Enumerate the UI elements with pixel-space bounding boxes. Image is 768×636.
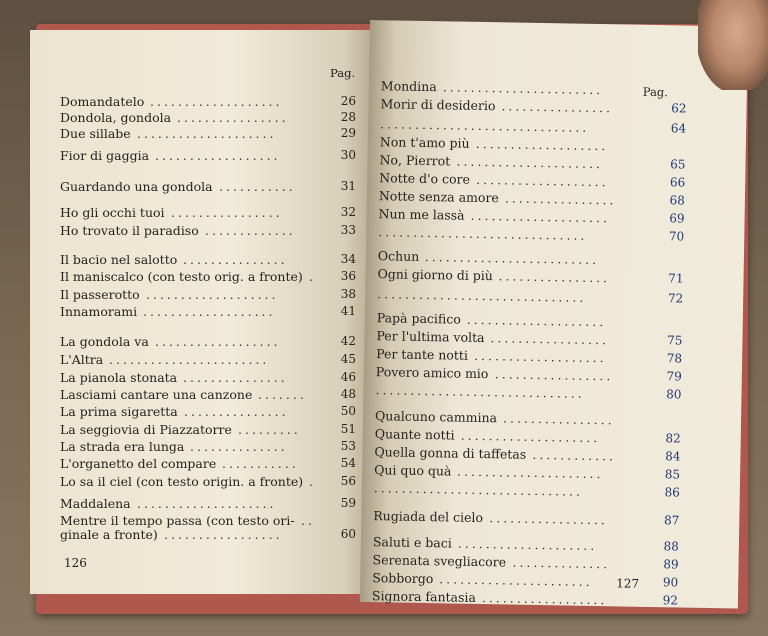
leader-dots: ................ [501, 98, 614, 116]
entry-page-number: 62 [671, 101, 687, 116]
index-entry [60, 527, 356, 543]
entry-page-number: 71 [668, 271, 684, 286]
index-entry [60, 223, 356, 239]
entry-title: Qui quo quà [374, 462, 452, 479]
leader-dots: .................... [137, 126, 277, 141]
entry-page-number: 53 [340, 439, 356, 453]
leader-dots: .................... [457, 535, 598, 554]
index-entry [60, 404, 356, 420]
entry-title: Dondola, gondola [60, 110, 172, 125]
leader-dots: ............... [183, 370, 288, 385]
index-entry [60, 126, 356, 142]
entry-title: Innamorami [60, 304, 138, 319]
entry-title: Quella gonna di taffetas [374, 444, 527, 462]
index-entry [60, 179, 356, 195]
leader-dots: ................ [498, 268, 611, 286]
entry-page-number: 48 [340, 387, 356, 401]
entry-title: La seggiovia di Piazzatorre [60, 422, 232, 437]
entry-title: Maddalena [60, 496, 131, 511]
leader-dots: .............................. [378, 224, 588, 243]
leader-dots: ................... [143, 304, 276, 319]
leader-dots: .................... [466, 311, 607, 330]
entry-title: Lo sa il ciel (con testo origin. a fronte) [60, 474, 304, 489]
entry-page-number [657, 83, 687, 84]
index-entry [60, 439, 356, 455]
entry-title: Qualcuno cammina [374, 408, 498, 426]
pag-label: Pag. [330, 66, 356, 80]
leader-dots: ............. [205, 223, 296, 238]
entry-page-number: 42 [340, 334, 356, 348]
entry-title: Il passerotto [60, 287, 140, 302]
leader-dots: ................... [476, 171, 609, 190]
right-page [360, 20, 748, 609]
leader-dots: .............................. [375, 382, 585, 401]
index-entry [378, 224, 684, 245]
leader-dots: .................... [470, 207, 611, 226]
leader-dots: .................. [155, 148, 281, 163]
entry-page-number: 65 [670, 157, 686, 172]
page-number: 127 [616, 576, 640, 591]
index-entry [60, 456, 356, 472]
index-entry [60, 205, 356, 221]
entry-page-number [654, 253, 684, 254]
entry-page-number: 88 [663, 539, 679, 554]
entry-title: Povero amico mio [375, 364, 489, 382]
entry-page-number: 69 [669, 211, 685, 226]
leader-dots: ............... [183, 252, 288, 267]
entry-page-number: 30 [340, 148, 356, 162]
leader-dots: ..................... [457, 463, 604, 482]
index-entry [60, 304, 356, 320]
entry-page-number: 59 [340, 496, 356, 510]
leader-dots: ................. [494, 366, 614, 384]
entry-title: Notte d'o core [379, 170, 471, 187]
entry-title: La strada era lunga [60, 439, 185, 454]
entry-page-number: 66 [669, 175, 686, 190]
entry-title: La gondola va [60, 334, 149, 349]
leader-dots: ..................... [456, 153, 604, 172]
leader-dots: ................. [164, 527, 283, 542]
entry-page-number: 70 [668, 229, 685, 244]
leader-dots: ................... [474, 347, 607, 366]
leader-dots: .................... [460, 427, 601, 446]
entry-page-number: 90 [662, 575, 679, 590]
index-entry [60, 370, 356, 386]
leader-dots: .................... [137, 496, 277, 511]
leader-dots: ....... [258, 387, 307, 402]
leader-dots: .............. [512, 554, 611, 572]
leader-dots: .............................. [373, 480, 584, 499]
entry-title: ginale a fronte) [60, 527, 158, 542]
entry-page-number: 34 [340, 252, 356, 266]
entry-page-number: 80 [666, 387, 682, 402]
index-entry [60, 110, 356, 126]
entry-title: Per tante notti [376, 346, 469, 363]
leader-dots: . [309, 474, 316, 489]
entry-title: Rugiada del cielo [373, 508, 484, 526]
leader-dots: ................. [489, 510, 609, 528]
entry-title: Ogni giorno di più [377, 266, 494, 284]
entry-title: Guardando una gondola [60, 179, 213, 194]
index-entry [377, 266, 683, 287]
index-entry [60, 287, 356, 303]
index-entry [60, 252, 356, 268]
index-entry [60, 334, 356, 350]
index-entry [380, 96, 686, 117]
leader-dots: ......... [238, 422, 301, 437]
entry-title: Due sillabe [60, 126, 131, 141]
index-entry [60, 148, 356, 164]
entry-page-number: 51 [340, 422, 356, 436]
entry-page-number [656, 139, 686, 140]
entry-page-number: 78 [666, 351, 683, 366]
leader-dots: ........... [222, 456, 299, 471]
leader-dots: .............. [190, 439, 288, 454]
entry-title: Mentre il tempo passa (con testo ori- [60, 513, 295, 528]
leader-dots: ....................... [109, 352, 270, 367]
entry-title: Ochun [377, 248, 420, 264]
index-entry [60, 496, 356, 512]
leader-dots: ............... [184, 404, 289, 419]
entry-title: Ho trovato il paradiso [60, 223, 199, 238]
entry-title: Papà pacifico [376, 310, 461, 327]
entry-page-number: 75 [667, 333, 683, 348]
entry-page-number: 84 [665, 449, 681, 464]
index-entry [60, 387, 356, 403]
entry-page-number: 60 [340, 527, 356, 541]
entry-title: Domandatelo [60, 94, 145, 109]
leader-dots: ................ [502, 410, 615, 428]
entry-page-number: 26 [340, 94, 356, 108]
leader-dots: ................... [475, 135, 609, 154]
leader-dots: .. [301, 513, 315, 528]
page-number: 126 [64, 556, 87, 570]
leader-dots: .................. [155, 334, 281, 349]
entry-title: Signora fantasia [371, 588, 477, 605]
entry-page-number: 41 [340, 304, 356, 318]
entry-title: Fior di gaggia [60, 148, 150, 163]
entry-page-number: 89 [663, 557, 679, 572]
entry-page-number [651, 413, 681, 414]
index-entry [60, 94, 356, 110]
entry-page-number: 32 [340, 205, 356, 219]
entry-page-number: 87 [663, 513, 680, 528]
entry-page-number: 28 [340, 110, 356, 124]
index-entry [60, 422, 356, 438]
entry-page-number: 54 [340, 456, 356, 470]
entry-title: Quante notti [374, 426, 455, 443]
pag-label: Pag. [642, 84, 669, 100]
entry-page-number: 86 [664, 485, 680, 500]
leader-dots: ............ [532, 446, 617, 464]
entry-title: L'organetto del compare [60, 456, 217, 471]
entry-page-number [653, 315, 683, 316]
entry-title: Il bacio nel salotto [60, 252, 178, 267]
index-entry [375, 382, 681, 403]
entry-title: Mondina [380, 78, 437, 95]
entry-title: Il maniscalco (con testo orig. a fronte) [60, 269, 303, 284]
thumb-photo-detail [698, 0, 768, 90]
left-page [30, 30, 372, 594]
index-entry [373, 508, 679, 529]
entry-title: Per l'ultima volta [376, 328, 485, 346]
entry-title: La prima sigaretta [60, 404, 178, 419]
leader-dots: .................. [481, 590, 608, 608]
entry-page-number: 46 [340, 370, 356, 384]
entry-page-number: 56 [340, 474, 356, 488]
entry-title: Notte senza amore [378, 188, 500, 206]
entry-page-number: 31 [340, 179, 356, 193]
leader-dots: ...................... [439, 571, 593, 589]
entry-page-number: 36 [340, 269, 356, 283]
index-entry [60, 352, 356, 368]
entry-page-number: 82 [665, 431, 681, 446]
entry-title: Nun me lassà [378, 206, 465, 223]
leader-dots: ................... [150, 94, 283, 109]
entry-title: No, Pierrot [379, 152, 451, 169]
entry-page-number: 64 [670, 121, 687, 136]
leader-dots: ......................... [424, 248, 600, 268]
leader-dots: . [309, 269, 316, 284]
entry-page-number: 72 [667, 291, 684, 306]
leader-dots: ................ [504, 190, 617, 208]
leader-dots: .............................. [380, 116, 590, 135]
entry-title: Lasciami cantare una canzone [60, 387, 253, 402]
entry-title: Non t'amo più [379, 134, 470, 151]
index-entry [60, 269, 356, 285]
leader-dots: ................ [177, 110, 289, 125]
entry-title: Ho gli occhi tuoi [60, 205, 165, 220]
entry-page-number: 29 [340, 126, 356, 140]
entry-page-number: 68 [669, 193, 686, 208]
entry-title: Sobborgo [372, 570, 434, 587]
entry-page-number: 45 [340, 352, 356, 366]
leader-dots: ....................... [442, 79, 604, 98]
leader-dots: ................. [490, 330, 610, 348]
leader-dots: ................ [171, 205, 283, 220]
entry-page-number: 50 [340, 404, 356, 418]
entry-title: Morir di desiderio [380, 96, 496, 114]
index-entry [60, 474, 356, 490]
entry-page-number: 38 [340, 287, 356, 301]
index-entry [374, 480, 680, 501]
entry-page-number: 79 [666, 369, 682, 384]
leader-dots: .............................. [377, 286, 587, 305]
entry-title: L'Altra [60, 352, 104, 367]
index-entry [377, 286, 683, 307]
entry-title: Serenata svegliacore [372, 552, 507, 570]
entry-page-number: 33 [340, 223, 356, 237]
leader-dots: ................... [146, 287, 279, 302]
entry-title: La pianola stonata [60, 370, 178, 385]
entry-page-number: 92 [662, 593, 679, 608]
leader-dots: ........... [219, 179, 296, 194]
entry-page-number: 85 [664, 467, 681, 482]
entry-title: Saluti e baci [372, 534, 452, 551]
